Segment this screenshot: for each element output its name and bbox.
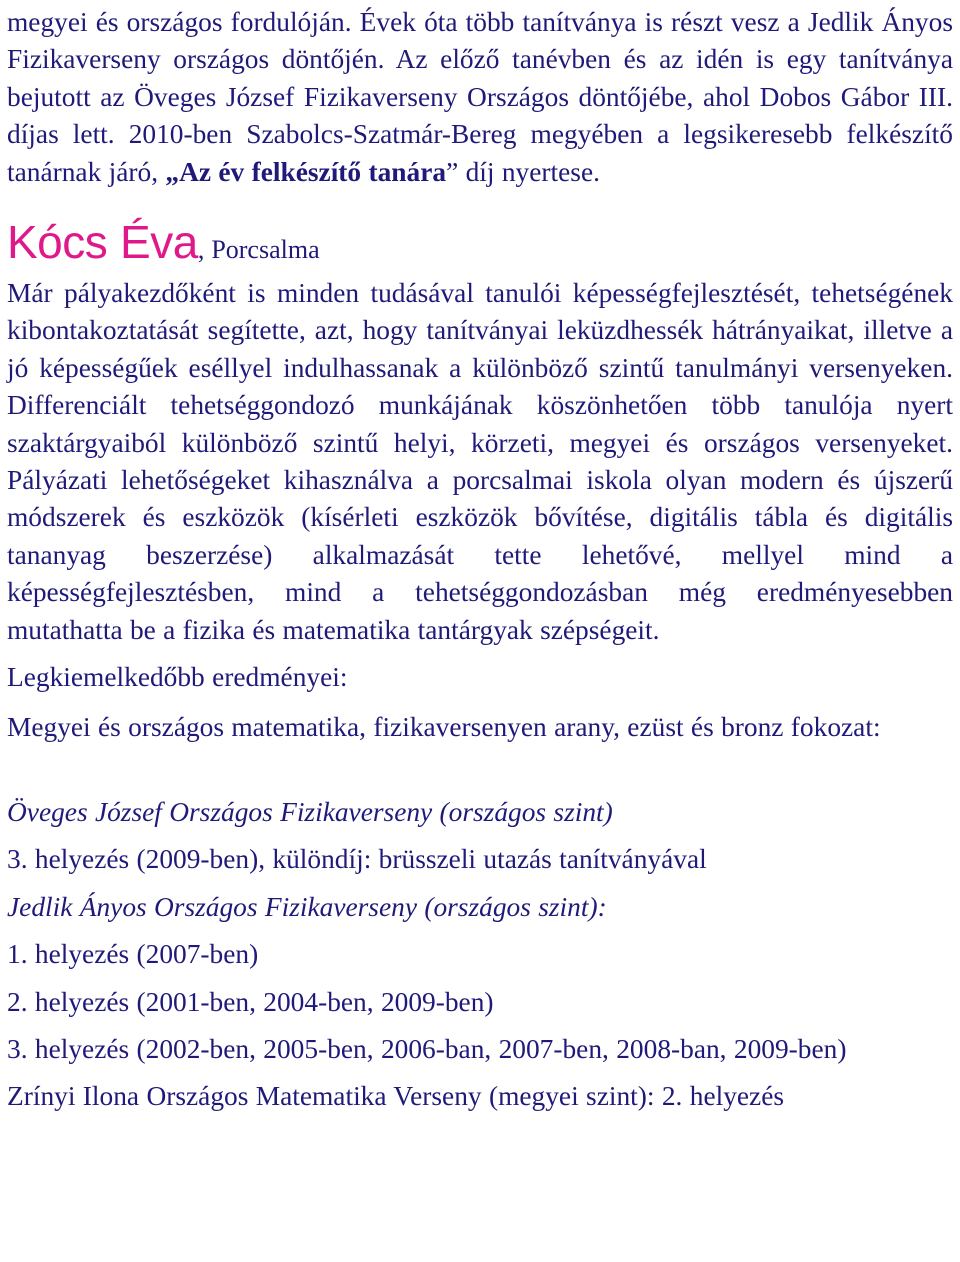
- competition-title: Öveges József Országos Fizikaverseny (országos szint): [7, 796, 613, 827]
- intro-text: megyei és országos fordulóján. Évek óta több tanítványa is részt vesz a Jedlik Ányos Fizikaverseny országos döntőjén. Az előző tanévben és az idén is egy tanítványa bejutott az Öveges József Fizikaverseny Országos döntőjébe, ahol Dobos Gábor III. díjas lett. 2010-ben Szabolcs-Szatmár-Bereg megyében a legsikeresebb felkészítő tanárnak járó,: [7, 7, 953, 187]
- intro-text-end: ” díj nyertese.: [446, 156, 600, 187]
- document-page: [7, 0, 953, 1116]
- results-summary: Megyei és országos matematika, fizikaversenyen arany, ezüst és bronz fokozat:: [7, 711, 881, 742]
- competition-result: 3. helyezés (2002-ben, 2005-ben, 2006-ban, 2007-ben, 2008-ban, 2009-ben): [7, 1033, 847, 1064]
- competition-result: 1. helyezés (2007-ben): [7, 939, 259, 970]
- bio-paragraph: Már pályakezdőként is minden tudásával tanulói képességfejlesztését, tehetségének kibontakoztatását segítette, azt, hogy tanítványai leküzdhessék hátrányaikat, illetve a jó képességűek eséllyel indulhassanak a különböző szintű tanulmányi versenyeken. Differenciált tehetséggondozó munkájának köszönhetően több tanulója nyert szaktárgyaiból különböző szintű helyi, körzeti, megyei és országos versenyeket. Pályázati lehetőségeket kihasználva a porcsalmai iskola olyan modern és újszerű módszerek és eszközök (kísérleti eszközök bővítése, digitális tábla és digitális tananyag beszerzése) alkalmazását tette lehetővé, mellyel mind a képességfejlesztésben, mind a tehetséggondozásban még eredményesebben mutathatta be a fizika és matematika tantárgyak szépségeit.: [7, 278, 953, 645]
- person-name: Kócs Éva: [7, 216, 198, 269]
- competition-result: 3. helyezés (2009-ben), különdíj: brüsszeli utazás tanítványával: [7, 844, 707, 875]
- person-place: , Porcsalma: [197, 235, 320, 265]
- competition-result: 2. helyezés (2001-ben, 2004-ben, 2009-ben): [7, 986, 494, 1017]
- last-result-line: Zrínyi Ilona Országos Matematika Verseny (megyei szint): 2. helyezés: [7, 1081, 785, 1112]
- award-title: „Az év felkészítő tanára: [165, 156, 447, 187]
- competition-title: Jedlik Ányos Országos Fizikaverseny (országos szint):: [7, 891, 607, 922]
- intro-paragraph: [7, 4, 953, 191]
- person-heading: [7, 217, 953, 275]
- results-heading: Legkiemelkedőbb eredményei:: [7, 662, 348, 693]
